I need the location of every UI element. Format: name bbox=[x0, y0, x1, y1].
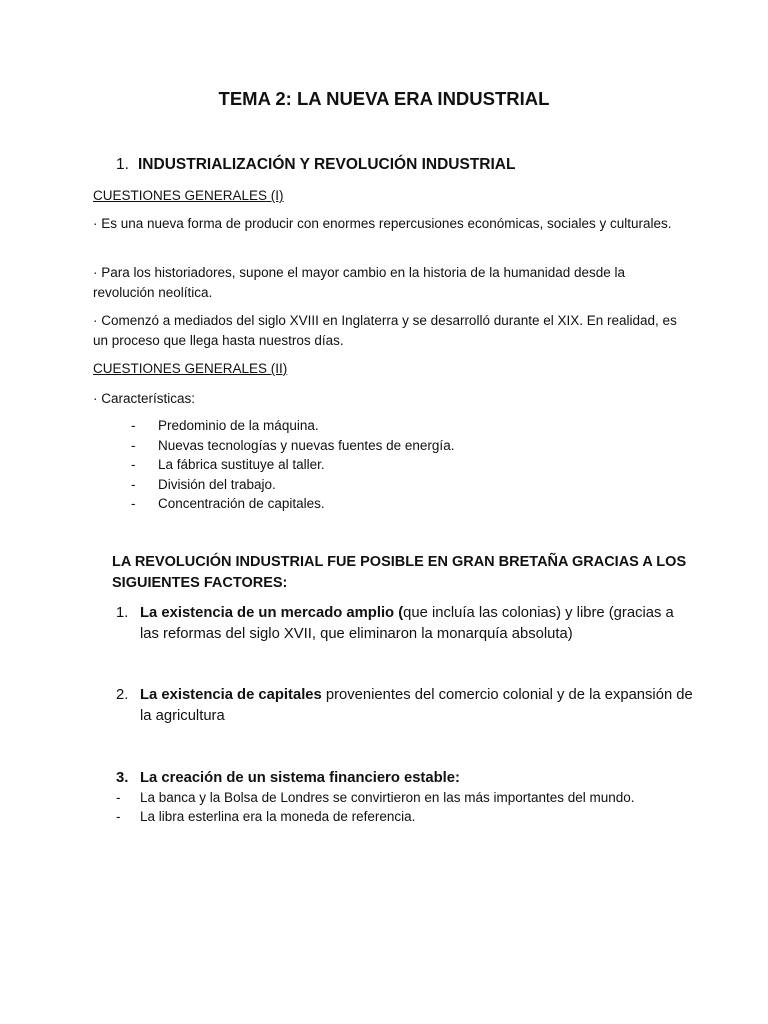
factor-number: 1. bbox=[116, 605, 129, 621]
factor-item-2 bbox=[116, 685, 696, 727]
list-item-text: Concentración de capitales. bbox=[158, 496, 325, 511]
section-heading bbox=[116, 156, 515, 174]
section-number: 1. bbox=[116, 156, 129, 173]
document-title: TEMA 2: LA NUEVA ERA INDUSTRIAL bbox=[218, 88, 550, 109]
list-item-text: Predominio de la máquina. bbox=[158, 418, 319, 433]
factor-item-1 bbox=[116, 603, 696, 645]
list-item: - División del trabajo. bbox=[131, 477, 276, 492]
list-item: - La fábrica sustituye al taller. bbox=[131, 457, 325, 472]
list-item-text: La fábrica sustituye al taller. bbox=[158, 457, 325, 472]
paragraph: · Comenzó a mediados del siglo XVIII en Inglaterra y se desarrolló durante el XIX. En realidad, es un proceso que llega hasta nuestros días. bbox=[93, 313, 677, 348]
list-item-text: La libra esterlina era la moneda de referencia. bbox=[140, 809, 416, 824]
factors-heading: LA REVOLUCIÓN INDUSTRIAL FUE POSIBLE EN GRAN BRETAÑA GRACIAS A LOS SIGUIENTES FACTORES: bbox=[112, 554, 687, 591]
list-item: - La libra esterlina era la moneda de referencia. bbox=[116, 809, 416, 824]
paragraph: · Para los historiadores, supone el mayor cambio en la historia de la humanidad desde la revolución neolítica. bbox=[93, 265, 626, 300]
factor-text: que incluía las colonias) y libre (gracias a las reformas del siglo XVII, que eliminaron la monarquía absoluta) bbox=[140, 605, 674, 642]
list-item: - Nuevas tecnologías y nuevas fuentes de energía. bbox=[131, 438, 455, 453]
subsection-heading-general-1: CUESTIONES GENERALES (I) bbox=[93, 188, 284, 203]
factor-text: provenientes del comercio colonial y de la expansión de la agricultura bbox=[140, 687, 693, 724]
list-item-text: Nuevas tecnologías y nuevas fuentes de energía. bbox=[158, 438, 455, 453]
list-item: - Concentración de capitales. bbox=[131, 496, 325, 511]
factor-number: 2. bbox=[116, 687, 129, 703]
list-item: - Predominio de la máquina. bbox=[131, 418, 319, 433]
list-item: - La banca y la Bolsa de Londres se convirtieron en las más importantes del mundo. bbox=[116, 790, 635, 805]
paragraph: · Es una nueva forma de producir con enormes repercusiones económicas, sociales y culturales. bbox=[93, 216, 672, 231]
section-title: INDUSTRIALIZACIÓN Y REVOLUCIÓN INDUSTRIAL bbox=[138, 156, 516, 173]
factor-number: 3. bbox=[116, 770, 129, 786]
factor-item-3 bbox=[116, 768, 696, 789]
factor-bold-text: La existencia de capitales bbox=[140, 687, 322, 703]
factor-bold-text: La creación de un sistema financiero estable: bbox=[140, 770, 460, 786]
subsection-heading-general-2: CUESTIONES GENERALES (II) bbox=[93, 361, 288, 376]
list-item-text: La banca y la Bolsa de Londres se convirtieron en las más importantes del mundo. bbox=[140, 790, 635, 805]
list-item-text: División del trabajo. bbox=[158, 477, 276, 492]
factor-bold-text: La existencia de un mercado amplio ( bbox=[140, 605, 404, 621]
characteristics-intro: · Características: bbox=[93, 391, 196, 406]
